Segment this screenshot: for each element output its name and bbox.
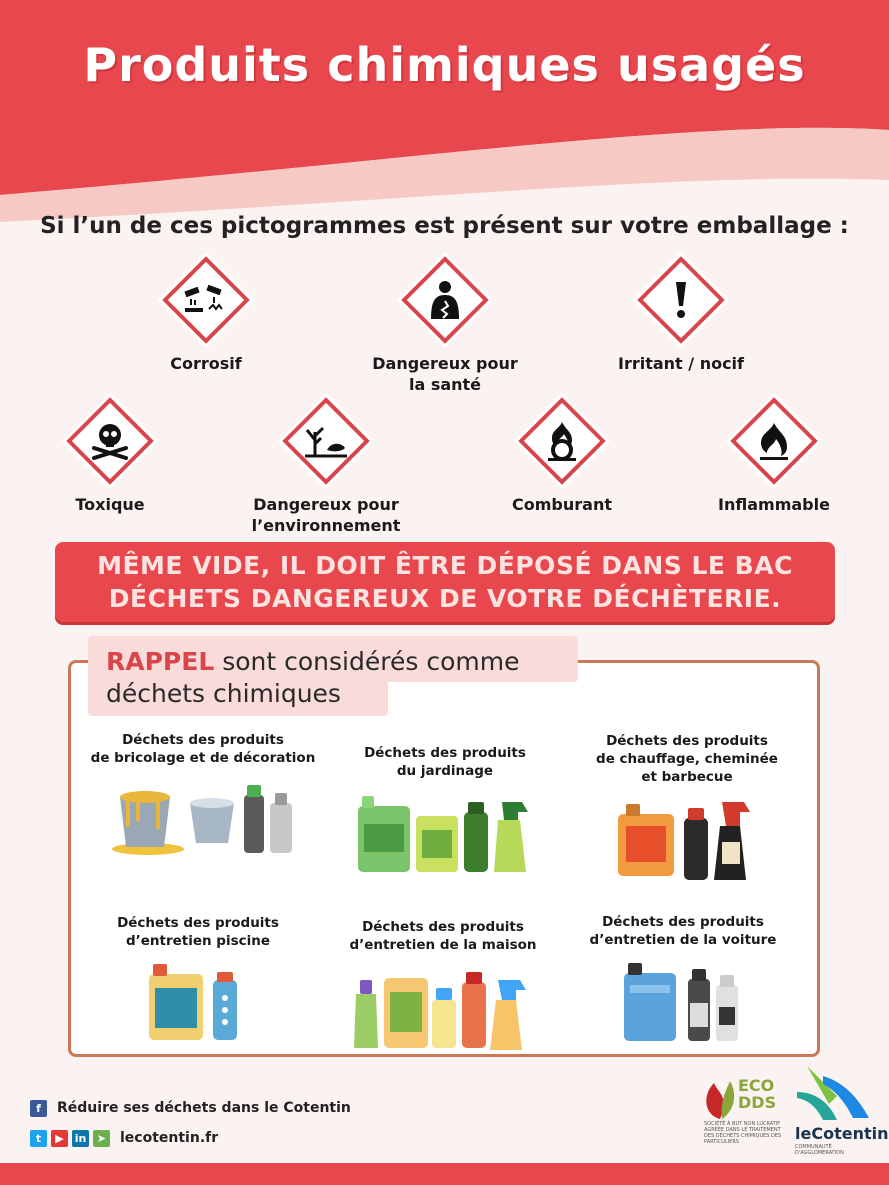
intro-text: Si l’un de ces pictogrammes est présent sur votre emballage : [40, 213, 849, 239]
lecotentin-logo [793, 1062, 889, 1157]
category-title: Déchets des produits [117, 915, 279, 931]
youtube-icon[interactable]: ▶ [51, 1130, 68, 1147]
picto-label: la santé [408, 375, 482, 394]
category-title: d’entretien de la voiture [589, 932, 777, 948]
category-maison [318, 918, 568, 1052]
environment-icon [299, 414, 353, 468]
picto-label: Dangereux pour [372, 354, 518, 373]
picto-label: l’environnement [251, 516, 401, 535]
paint-buckets-illustration [108, 777, 298, 859]
category-voiture [558, 913, 808, 1043]
picto-label: Dangereux pour [253, 495, 399, 514]
picto-toxique [20, 410, 200, 515]
category-title: Déchets des produits [602, 914, 764, 930]
category-title: de chauffage, cheminée [596, 751, 778, 767]
category-title: Déchets des produits [606, 733, 768, 749]
category-chauffage [562, 732, 812, 882]
warning-banner [55, 542, 835, 622]
category-bricolage [78, 731, 328, 859]
header-banner [0, 0, 889, 225]
footer-stripe [0, 1163, 889, 1185]
picto-label: Corrosif [170, 354, 242, 373]
picto-comburant [472, 410, 652, 515]
picto-corrosif [116, 269, 296, 374]
lecotentin-text: leCotentin [795, 1124, 889, 1143]
ecodds-caption: SOCIÉTÉ À BUT NON LUCRATIF AGRÉÉE DANS LE TRAITEMENT DES DÉCHETS CHIMIQUES DES PARTICULIERS [704, 1121, 782, 1145]
rappel-text: sont considérés comme [222, 647, 520, 676]
heating-products-illustration [612, 796, 762, 882]
exclamation-icon [654, 273, 708, 327]
ecodds-text: ECO [738, 1076, 775, 1095]
picto-label: Irritant / nocif [618, 354, 744, 373]
lecotentin-mark-icon [793, 1062, 871, 1122]
rappel-heading [106, 646, 519, 710]
picto-label: Comburant [512, 495, 612, 514]
household-products-illustration [348, 964, 538, 1052]
website-link[interactable]: lecotentin.fr [120, 1130, 219, 1146]
twitter-icon[interactable]: t [30, 1130, 47, 1147]
picto-label: Toxique [75, 495, 145, 514]
ecodds-leaf-icon [700, 1075, 740, 1121]
garden-products-illustration [350, 790, 540, 876]
category-jardinage [320, 744, 570, 876]
picto-label: Inflammable [718, 495, 830, 514]
pool-products-illustration [143, 960, 253, 1042]
car-products-illustration [618, 959, 748, 1043]
rappel-text: déchets chimiques [106, 679, 341, 708]
corrosive-icon [179, 273, 233, 327]
picto-irritant [591, 269, 771, 374]
category-title: du jardinage [396, 763, 494, 779]
category-title: d’entretien piscine [125, 933, 271, 949]
send-icon[interactable]: ➤ [93, 1130, 110, 1147]
picto-environnement [236, 410, 416, 536]
category-title: Déchets des produits [364, 745, 526, 761]
facebook-link[interactable]: Réduire ses déchets dans le Cotentin [57, 1100, 351, 1116]
facebook-icon[interactable]: f [30, 1100, 47, 1117]
category-title: et barbecue [641, 769, 733, 785]
page-title: Produits chimiques usagés [83, 38, 806, 92]
category-title: Déchets des produits [362, 919, 524, 935]
warning-line: MÊME VIDE, IL DOIT ÊTRE DÉPOSÉ DANS LE BAC [97, 551, 793, 580]
warning-line: DÉCHETS DANGEREUX DE VOTRE DÉCHÈTERIE. [108, 584, 782, 613]
picto-sante [355, 269, 535, 395]
lecotentin-subtitle: COMMUNAUTÉ D'AGGLOMÉRATION [795, 1144, 844, 1156]
skull-crossbones-icon [83, 414, 137, 468]
linkedin-icon[interactable]: in [72, 1130, 89, 1147]
social-links [30, 1096, 351, 1156]
health-hazard-icon [418, 273, 472, 327]
category-title: Déchets des produits [122, 732, 284, 748]
ecodds-logo [700, 1073, 782, 1153]
category-title: d’entretien de la maison [349, 937, 537, 953]
header-wave [0, 0, 889, 225]
oxidizer-icon [535, 414, 589, 468]
picto-inflammable [684, 410, 864, 515]
flame-icon [747, 414, 801, 468]
category-title: de bricolage et de décoration [90, 750, 316, 766]
ecodds-text: DDS [738, 1093, 777, 1112]
category-piscine [73, 914, 323, 1042]
rappel-keyword: RAPPEL [106, 647, 215, 676]
